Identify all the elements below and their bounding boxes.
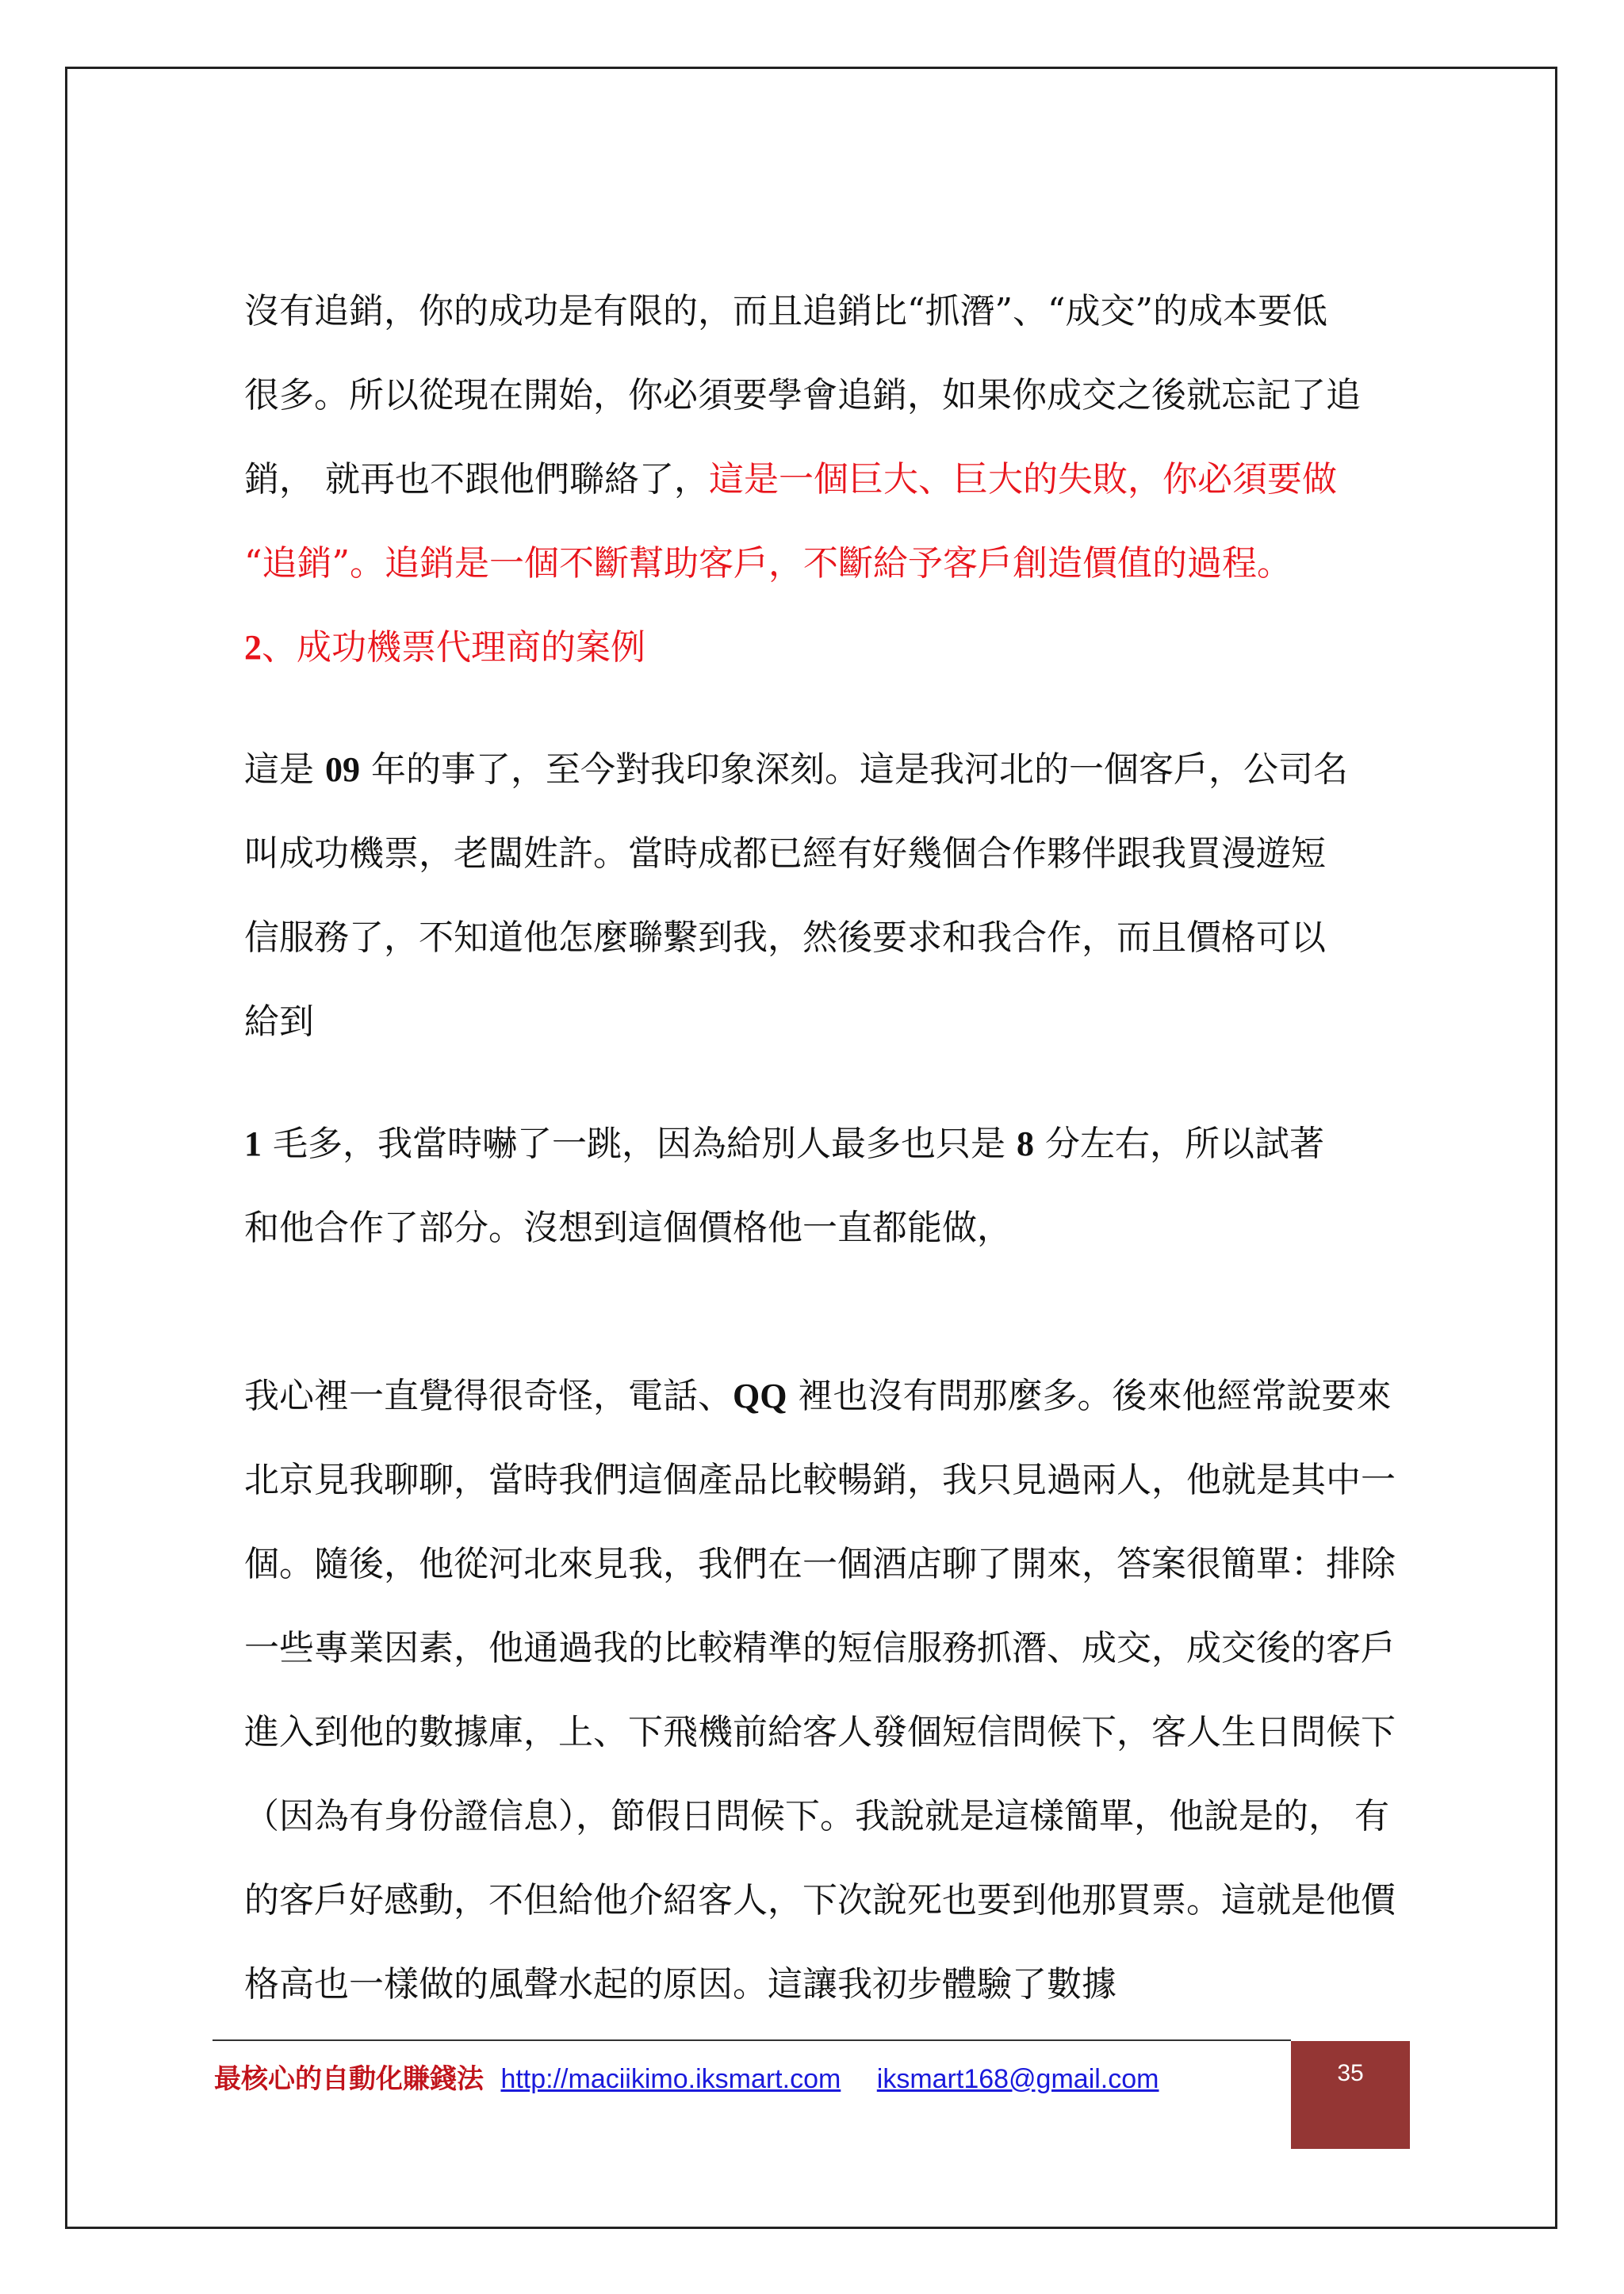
section-heading-text: 、成功機票代理商的案例 [262, 627, 645, 668]
footer-website-link[interactable]: http://maciikimo.iksmart.com [500, 2064, 841, 2094]
paragraph-1-line-4-highlight: “追銷”。追銷是一個不斷幫助客戶，不斷給予客戶創造價值的過程。 [244, 543, 1292, 584]
footer-title: 最核心的自動化賺錢法 [214, 2064, 484, 2094]
paragraph-2-line-2: 叫成功機票，老闆姓許。當時成都已經有好幾個合作夥伴跟我買漫遊短 [244, 833, 1326, 874]
footer [214, 2057, 1159, 2101]
paragraph-1-line-1: 沒有追銷，你的成功是有限的，而且追銷比“抓潛”、“成交”的成本要低 [244, 291, 1327, 331]
paragraph-4-line-8: 格高也一樣做的風聲水起的原因。這讓我初步體驗了數據 [244, 1964, 1116, 2005]
paragraph-3-line-1 [244, 1102, 1434, 1186]
paragraph-1-line-3-highlight: 這是一個巨大、巨大的失敗，你必須要做 [709, 459, 1337, 500]
paragraph-2-line-4: 給到 [244, 1001, 314, 1042]
paragraph-4-line-2: 北京見我聊聊，當時我們這個產品比較暢銷，我只見過兩人，他就是其中一 [244, 1460, 1396, 1500]
footer-email-link[interactable]: iksmart168@gmail.com [876, 2064, 1159, 2094]
year-number: 09 [325, 750, 360, 789]
paragraph-2-line-1-start: 這是 [244, 749, 325, 790]
page-number-badge [1291, 2041, 1410, 2149]
paragraph-2-line-3: 信服務了，不知道他怎麼聯繫到我，然後要求和我合作，而且價格可以 [244, 917, 1326, 958]
paragraph-4-line-1-start: 我心裡一直覺得很奇怪，電話、 [244, 1376, 733, 1416]
paragraph-1-line-3-plain: 銷， 就再也不跟他們聯絡了， [244, 459, 709, 500]
paragraph-3-line-1-end: 分左右，所以試著 [1033, 1124, 1324, 1164]
spacer [244, 1270, 1434, 1354]
paragraph-1-line-2: 很多。所以從現在開始，你必須要學會追銷，如果你成交之後就忘記了追 [244, 375, 1361, 416]
spacer [244, 690, 1434, 728]
section-heading-number: 2 [244, 628, 262, 667]
footer-divider [213, 2039, 1291, 2041]
paragraph-4-line-3: 個。隨後，他從河北來見我，我們在一個酒店聊了開來，答案很簡單：排除 [244, 1544, 1396, 1584]
section-heading [244, 606, 1434, 690]
paragraph-4-line-5: 進入到他的數據庫，上、下飛機前給客人發個短信問候下，客人生日問候下 [244, 1712, 1396, 1752]
paragraph-4-line-1 [244, 1354, 1434, 1438]
qq-text: QQ [733, 1377, 787, 1415]
paragraph-3-line-2: 和他合作了部分。沒想到這個價格他一直都能做， [244, 1208, 1012, 1248]
paragraph-3-line-1-start: 毛多，我當時嚇了一跳，因為給別人最多也只是 [262, 1124, 1017, 1164]
paragraph-4-line-7: 的客戶好感動，不但給他介紹客人，下次說死也要到他那買票。這就是他價 [244, 1880, 1396, 1921]
price-number-8: 8 [1016, 1124, 1034, 1163]
paragraph-4-line-1-end: 裡也沒有問那麼多。後來他經常說要來 [787, 1376, 1392, 1416]
paragraph-4-line-6: （因為有身份證信息），節假日問候下。我說就是這樣簡單，他說是的， 有 [244, 1796, 1389, 1836]
page-number: 35 [1337, 2060, 1364, 2086]
spacer [244, 1064, 1434, 1102]
paragraph-4-line-4: 一些專業因素，他通過我的比較精準的短信服務抓潛、成交，成交後的客戶 [244, 1628, 1396, 1668]
price-number-1: 1 [244, 1124, 262, 1163]
document-body [244, 270, 1434, 2027]
paragraph-2-line-1 [244, 728, 1434, 812]
paragraph-1-line-3 [244, 438, 1434, 522]
paragraph-2-line-1-end: 年的事了，至今對我印象深刻。這是我河北的一個客戶，公司名 [360, 749, 1348, 790]
